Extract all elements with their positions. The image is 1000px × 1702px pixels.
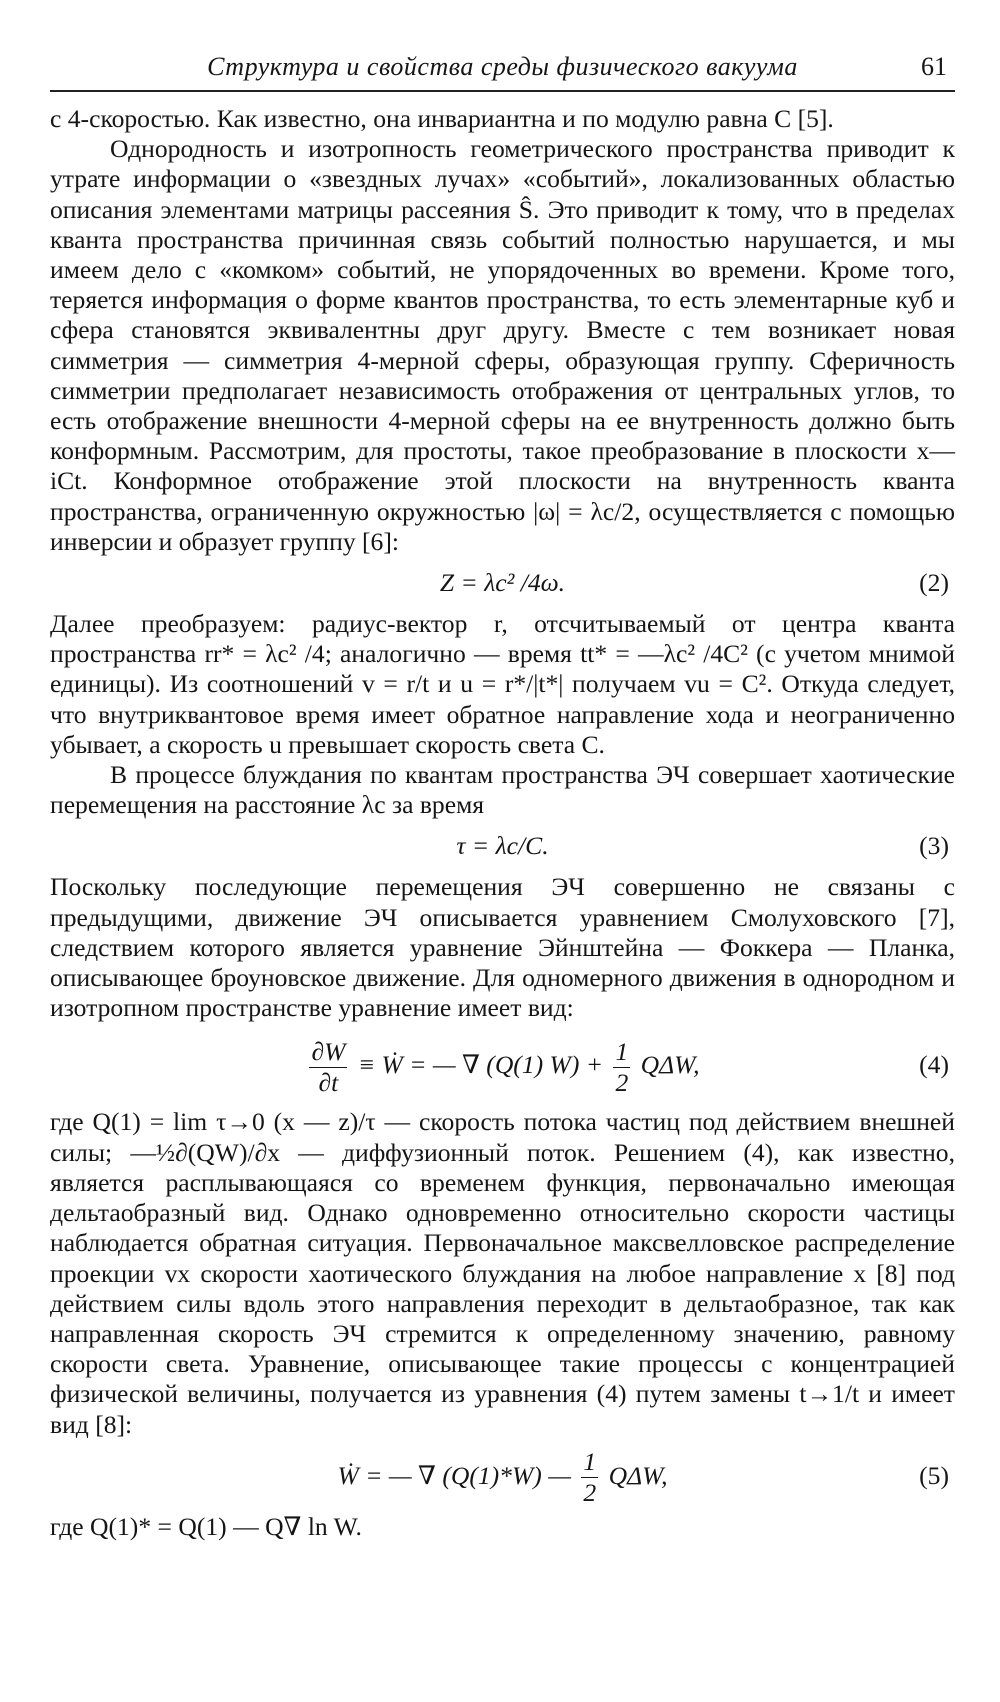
equation-2-formula: Z = λc² /4ω. [439,568,566,598]
equation-4-number: (4) [919,1050,949,1080]
paragraph-7: где Q(1)* = Q(1) — Q∇ ln W. [50,1511,362,1541]
equation-4-half-denominator: 2 [615,1068,629,1098]
equation-4-formula [50,1025,955,1105]
paragraph-3: Далее преобразуем: радиус-вектор r, отсчитываемый от центра кванта пространства rr* = λc² /4; аналогично — время tt* = —λc² /4C² (с учетом мнимой единицы). Из соотношений v = r/t и u = r*/|t*| получаем vu = C². Откуда следует, что внутриквантовое время имеет обратное направление хода и неограниченно убывает, а скорость u превышает скорость света C. [50,609,955,759]
equation-4-half-numerator: 1 [615,1037,629,1067]
paragraph-6: где Q(1) = lim τ→0 (x — z)/τ — скорость потока частиц под действием внешней силы; —½∂(QW)/∂x — диффузионный поток. Решением (4), как известно, является расплывающаяся со временем функция, первоначально имеющая дельтаобразный вид. Однако одновременно относительно скорости частицы наблюдается обратная ситуация. Первоначальное максвелловское распределение проекции vx скорости хаотического блуждания на любое направление x [8] под действием силы вдоль этого направления переходит в дельтаобразное, так как направленная скорость ЭЧ стремится к определенному значению, равному скорости света. Уравнение, описывающее такие процессы с концентрацией физической величины, получается из уравнения (4) путем замены t→1/t и имеет вид [8]: [50,1107,955,1439]
equation-5-half-numerator: 1 [583,1447,597,1477]
paragraph-1: с 4-скоростью. Как известно, она инвариантна и по модулю равна C [5]. [50,104,834,133]
equation-5-number: (5) [919,1460,949,1490]
equation-2 [50,559,955,607]
equation-3 [50,822,955,870]
equation-4-half [613,1037,630,1098]
equation-5-half-denominator: 2 [583,1478,597,1508]
paragraph-2: Однородность и изотропность геометрического пространства приводит к утрате информации о «звездных лучах» «событий», локализованных областью описания элементами матрицы рассеяния Ŝ. Это приводит к тому, что в пределах кванта пространства причинная связь событий полностью нарушается, и мы имеем дело с «комком» событий, не упорядоченных во времени. Кроме того, теряется информация о форме квантов пространства, то есть элементарные куб и сфера становятся эквивалентны друг другу. Вместе с тем возникает новая симметрия — симметрия 4-мерной сферы, образующая группу. Сферичность симметрии предполагает независимость отображения от центральных углов, то есть отображение внешности 4-мерной сферы на ее внутренность должно быть конформным. Рассмотрим, для простоты, такое преобразование в плоскости x—iCt. Конформное отображение этой плоскости на внутренность кванта пространства, ограниченную окружностью |ω| = λc/2, осуществляется с помощью инверсии и образует группу [6]: [50,134,955,556]
page-number: 61 [921,52,947,81]
equation-4-tail: QΔW, [640,1050,700,1080]
equation-2-number: (2) [919,568,949,598]
equation-3-formula: τ = λc/C. [456,831,549,861]
equation-4-derivative-numerator: ∂W [311,1037,346,1067]
equation-4-derivative-denominator: ∂t [318,1068,339,1098]
page-body [50,104,955,1542]
equation-5-tail: QΔW, [608,1460,668,1490]
equation-3-number: (3) [919,831,949,861]
page-header [50,40,955,92]
equation-4-derivative [309,1037,347,1098]
equation-4 [50,1025,955,1105]
running-title: Структура и свойства среды физического вакуума [207,52,798,81]
equation-5 [50,1442,955,1510]
equation-5-head: Ẇ = — ∇ (Q(1)*W) — [337,1460,571,1490]
equation-5-formula [50,1442,955,1510]
paragraph-5: Поскольку последующие перемещения ЭЧ совершенно не связаны с предыдущими, движение ЭЧ описывается уравнением Смолуховского [7], следствием которого является уравнение Эйнштейна — Фоккера — Планка, описывающее броуновское движение. Для одномерного движения в однородном и изотропном пространстве уравнение имеет вид: [50,872,955,1023]
book-page [50,40,955,1542]
equation-4-middle: ≡ Ẇ = — ∇ (Q(1) W) + [357,1050,604,1080]
paragraph-4: В процессе блуждания по квантам пространства ЭЧ совершает хаотические перемещения на расстояние λc за время [50,760,955,820]
equation-5-half [581,1447,598,1508]
